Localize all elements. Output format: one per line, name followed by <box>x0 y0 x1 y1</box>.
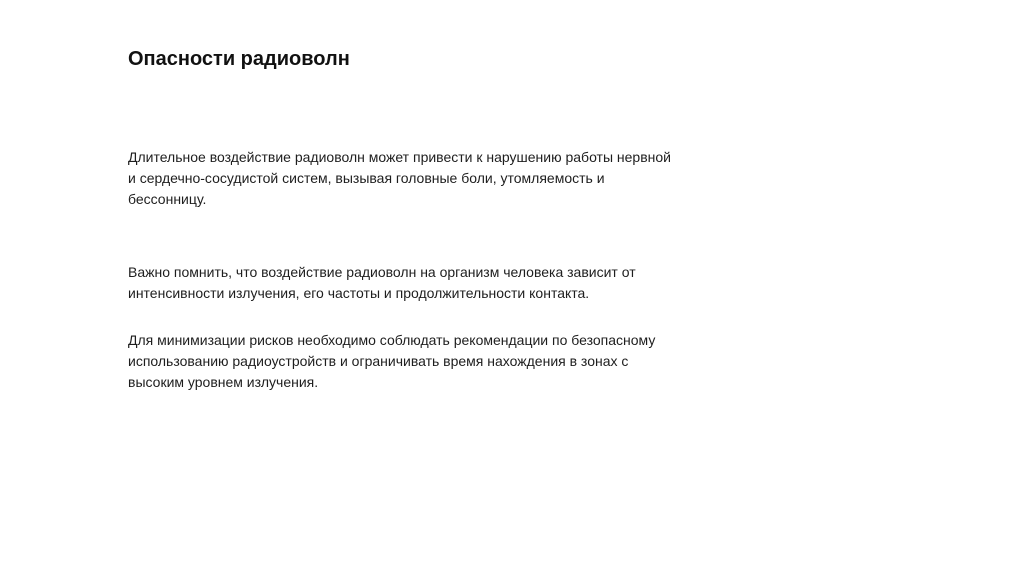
paragraph-line: Важно помнить, что воздействие радиоволн на организм человека зависит от <box>128 264 636 280</box>
paragraph-line: бессонницу. <box>128 191 207 207</box>
paragraph-line: Для минимизации рисков необходимо соблюдать рекомендации по безопасному <box>128 332 656 348</box>
paragraph-risk-minimization <box>128 330 688 393</box>
paragraph-line: высоким уровнем излучения. <box>128 374 319 390</box>
paragraph-exposure-factors <box>128 262 688 304</box>
paragraph-line: и сердечно-сосудистой систем, вызывая головные боли, утомляемость и <box>128 170 605 186</box>
paragraph-health-effects <box>128 147 688 210</box>
slide-title: Опасности радиоволн <box>128 48 350 70</box>
paragraph-line: использованию радиоустройств и ограничивать время нахождения в зонах с <box>128 353 629 369</box>
paragraph-line: интенсивности излучения, его частоты и продолжительности контакта. <box>128 285 590 301</box>
paragraph-line: Длительное воздействие радиоволн может привести к нарушению работы нервной <box>128 149 671 165</box>
